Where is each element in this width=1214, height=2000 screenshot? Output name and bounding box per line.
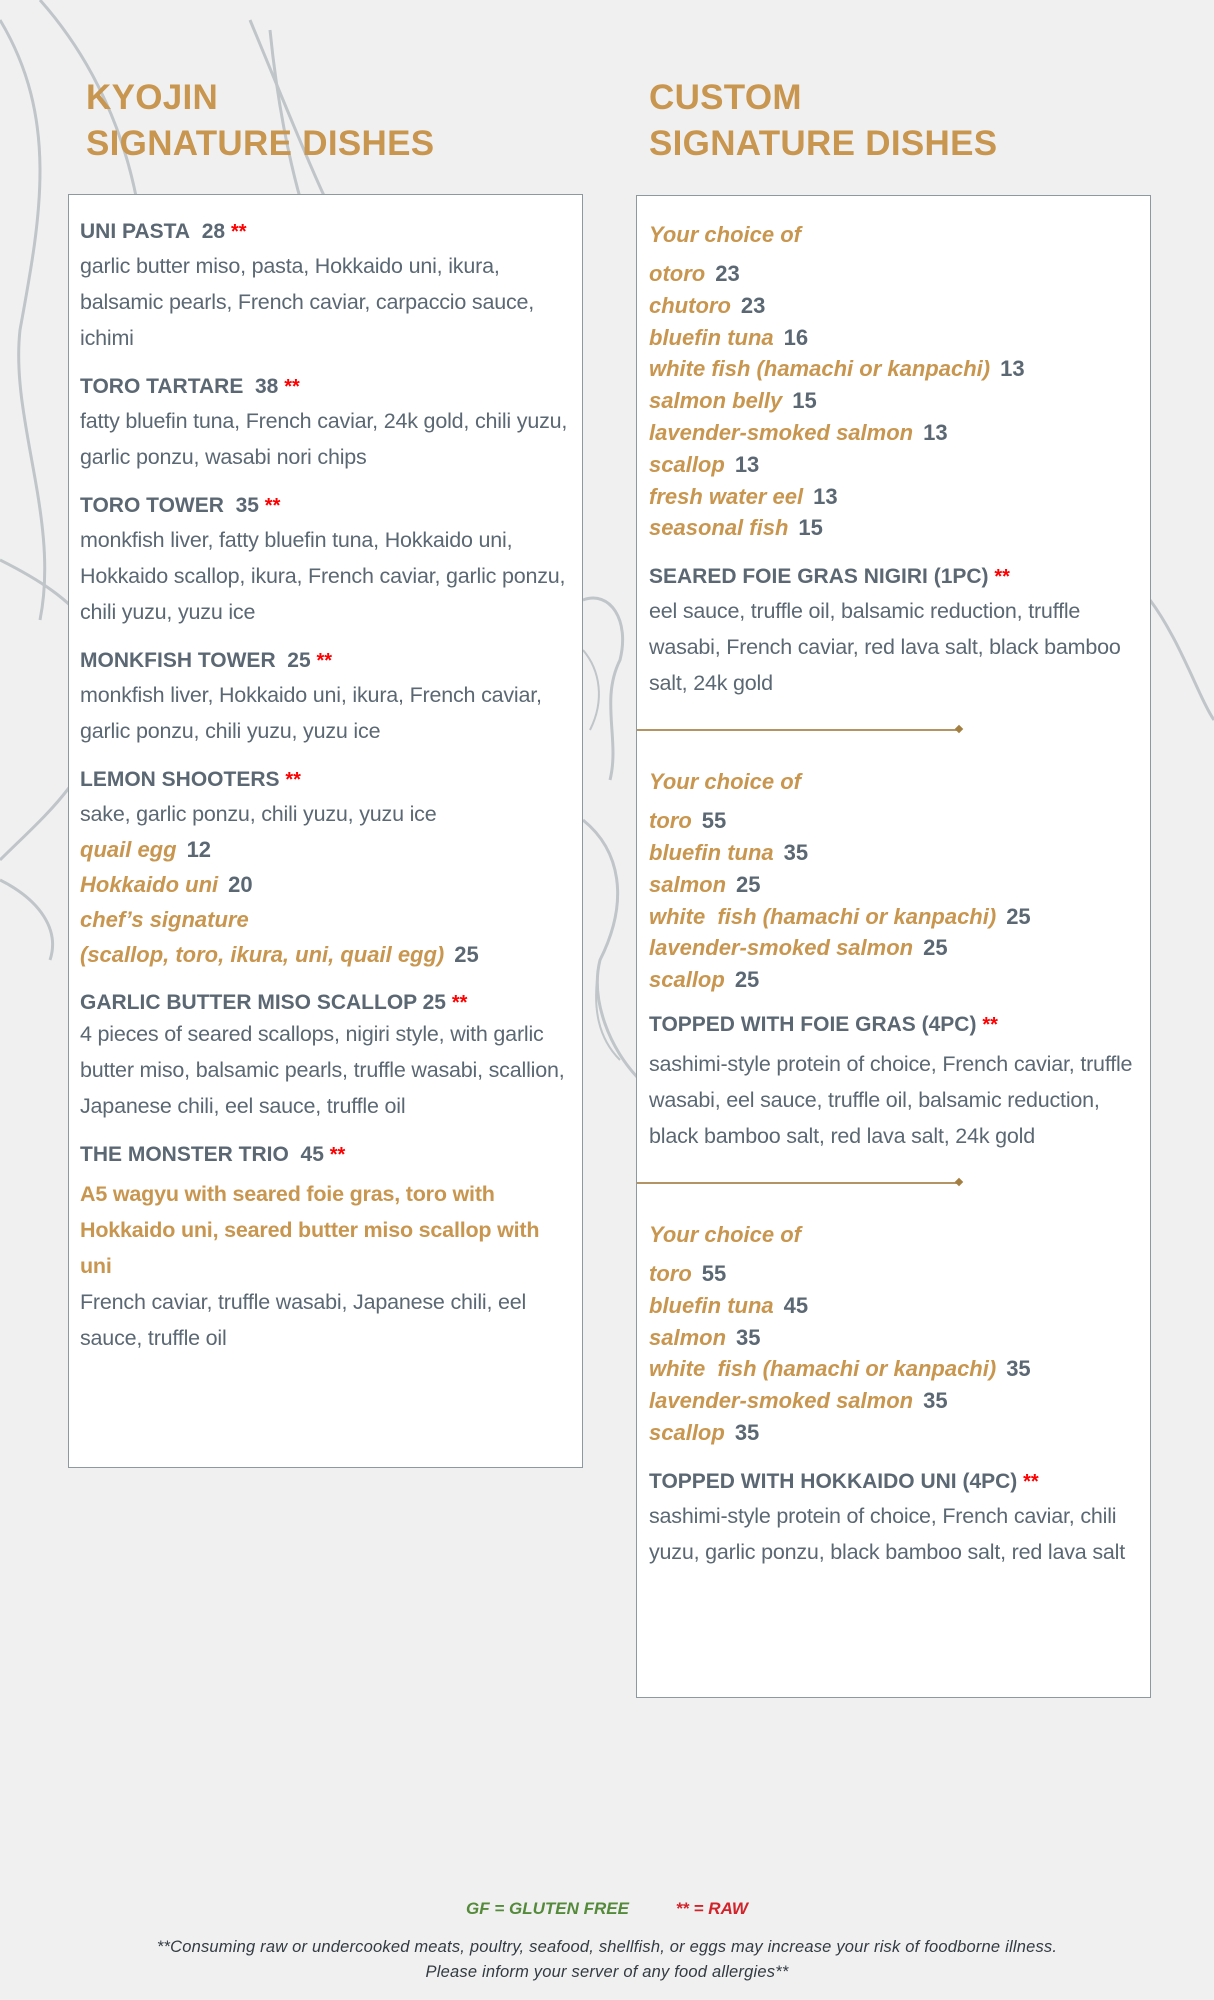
dish-description: monkfish liver, fatty bluefin tuna, Hokkaido uni, Hokkaido scallop, ikura, French caviar, garlic ponzu, chili yuzu, yuzu ice: [80, 528, 566, 624]
raw-marker: **: [316, 650, 333, 672]
choice-label: bluefin tuna: [649, 839, 774, 865]
dish-price: 45: [300, 1143, 324, 1166]
choice-label: lavender-smoked salmon: [649, 935, 914, 961]
dish-name: SEARED FOIE GRAS NIGIRI (1PC): [649, 565, 989, 589]
custom-dishes-panel: [636, 195, 1151, 1698]
dish-description: 4 pieces of seared scallops, nigiri style, with garlic butter miso, balsamic pearls, truffle wasabi, scallion, Japanese chili, eel sauce, truffle oil: [80, 1022, 565, 1118]
choice-label: otoro: [649, 261, 706, 286]
choice-price: 15: [792, 388, 817, 414]
dish-heading: [80, 219, 568, 245]
dish-heading: [80, 374, 568, 400]
choice-price: 15: [798, 515, 823, 541]
choice-label: chutoro: [649, 292, 731, 318]
raw-marker: **: [264, 495, 281, 517]
dish-price: 25: [287, 649, 311, 672]
choice-label: salmon belly: [649, 388, 783, 414]
dish-heading: [80, 1142, 568, 1168]
dish-monster-trio: [80, 1142, 568, 1356]
dish-name: TOPPED WITH FOIE GRAS (4PC): [649, 1012, 977, 1036]
choice-row: [649, 385, 1140, 417]
choice-price: 23: [740, 292, 766, 318]
choice-price: 55: [701, 1260, 727, 1286]
raw-marker: **: [451, 992, 468, 1014]
option-price: 25: [454, 942, 479, 967]
choice-price: 13: [923, 419, 948, 445]
disclaimer-line: Please inform your server of any food allergies**: [425, 1963, 789, 1981]
raw-marker: **: [994, 566, 1010, 589]
kyojin-dishes-panel: [68, 194, 583, 1468]
choice-label: seasonal fish: [649, 515, 789, 541]
choice-price: 35: [1006, 1356, 1031, 1382]
choice-row: [649, 964, 1140, 996]
choice-row: [649, 449, 1140, 481]
dish-lemon-shooters: [80, 767, 568, 972]
choice-label: salmon: [649, 1324, 727, 1350]
option-label: chef’s signature: [80, 907, 249, 932]
legend-raw: ** = RAW: [675, 1899, 748, 1918]
dish-description: fatty bluefin tuna, French caviar, 24k gold, chili yuzu, garlic ponzu, wasabi nori chips: [80, 409, 568, 469]
dish-heading: [80, 990, 568, 1016]
choice-price: 13: [734, 451, 760, 477]
legend: [0, 1899, 1214, 1919]
dish-price: 25: [422, 991, 446, 1014]
dish-name: LEMON SHOOTERS: [80, 768, 280, 791]
dish-uni-pasta: [80, 219, 568, 356]
custom-group-uni-topped: [649, 1220, 1140, 1570]
choice-label: toro: [649, 1260, 692, 1286]
title-line: SIGNATURE DISHES: [649, 124, 998, 163]
dish-description: sashimi-style protein of choice, French caviar, truffle wasabi, eel sauce, truffle oil, balsamic reduction, black bamboo salt, red lava salt, 24k gold: [649, 1051, 1133, 1148]
raw-marker: **: [329, 1144, 346, 1166]
choice-row: [649, 1322, 1140, 1354]
option-price: 12: [186, 837, 212, 862]
choice-row: [649, 290, 1140, 322]
raw-marker: **: [230, 221, 247, 243]
choice-label: scallop: [649, 967, 725, 993]
choice-row: [649, 322, 1140, 354]
dish-name: TOPPED WITH HOKKAIDO UNI (4PC): [649, 1469, 1018, 1493]
disclaimer-line: **Consuming raw or undercooked meats, poultry, seafood, shellfish, or eggs may increase your risk of foodborne illness.: [156, 1938, 1058, 1956]
dish-description: monkfish liver, Hokkaido uni, ikura, French caviar, garlic ponzu, chili yuzu, yuzu ice: [80, 683, 542, 743]
dish-description: sashimi-style protein of choice, French caviar, chili yuzu, garlic ponzu, black bamboo salt, red lava salt: [649, 1503, 1125, 1564]
choice-price: 35: [734, 1419, 760, 1445]
raw-marker: **: [284, 376, 300, 398]
choice-label: bluefin tuna: [649, 324, 774, 350]
choice-label: lavender-smoked salmon: [649, 1388, 914, 1414]
choice-row: [649, 258, 1140, 290]
legend-gluten-free: GF = GLUTEN FREE: [466, 1899, 629, 1918]
choice-row: [649, 1353, 1140, 1385]
dish-description: garlic butter miso, pasta, Hokkaido uni, ikura, balsamic pearls, French caviar, carpaccio sauce, ichimi: [80, 254, 535, 350]
choice-price: 55: [701, 808, 727, 834]
raw-marker: **: [982, 1013, 998, 1036]
dish-price: 38: [255, 375, 279, 398]
option-row: [80, 832, 568, 867]
raw-marker: **: [285, 769, 301, 791]
choice-row: [649, 805, 1140, 837]
choice-price: 25: [734, 967, 760, 993]
choice-price: 45: [783, 1292, 809, 1318]
choice-label: scallop: [649, 451, 725, 477]
choice-row: [649, 1417, 1140, 1449]
choice-row: [649, 417, 1140, 449]
option-label: (scallop, toro, ikura, uni, quail egg): [80, 942, 445, 967]
dish-name: TORO TOWER: [80, 494, 224, 517]
choice-price: 23: [715, 261, 740, 286]
dish-monkfish-tower: [80, 648, 568, 749]
choice-label: white fish (hamachi or kanpachi): [649, 356, 991, 382]
dish-heading: [80, 648, 568, 674]
choice-label: bluefin tuna: [649, 1292, 774, 1318]
choice-price: 13: [813, 483, 838, 509]
dish-name: GARLIC BUTTER MISO SCALLOP: [80, 991, 417, 1014]
kyojin-signature-title: [86, 75, 434, 167]
dish-name: TORO TARTARE: [80, 375, 244, 398]
dish-heading: [649, 1469, 1140, 1495]
section-divider: [637, 1182, 959, 1184]
choice-label: lavender-smoked salmon: [649, 419, 914, 445]
choice-heading: Your choice of: [649, 222, 801, 247]
choice-row: [649, 353, 1140, 385]
choice-row: [649, 1290, 1140, 1322]
choice-price: 13: [1000, 356, 1025, 382]
choice-label: scallop: [649, 1419, 725, 1445]
dish-price: 28: [201, 220, 226, 243]
choice-price: 25: [1006, 903, 1031, 929]
choice-row: [649, 1385, 1140, 1417]
choice-row: [649, 481, 1140, 513]
choice-label: salmon: [649, 871, 727, 897]
choice-row: [649, 512, 1140, 544]
dish-description: sake, garlic ponzu, chili yuzu, yuzu ice: [80, 802, 437, 826]
dish-description: eel sauce, truffle oil, balsamic reduction, truffle wasabi, French caviar, red lava salt, black bamboo salt, 24k gold: [649, 599, 1121, 696]
option-label: quail egg: [80, 837, 177, 862]
dish-garlic-butter-miso-scallop: [80, 990, 568, 1124]
food-safety-disclaimer: [0, 1935, 1214, 1985]
dish-heading: [649, 564, 1140, 590]
dish-heading: [80, 493, 568, 519]
dish-toro-tartare: [80, 374, 568, 475]
dish-price: 35: [235, 494, 259, 517]
choice-label: fresh water eel: [649, 483, 804, 509]
option-row: [80, 902, 568, 937]
choice-row: [649, 1258, 1140, 1290]
option-row: [80, 937, 568, 972]
choice-price: 35: [736, 1324, 761, 1350]
custom-group-foie-gras-topped: [649, 767, 1140, 1154]
section-divider: [637, 729, 959, 731]
title-line: KYOJIN: [86, 78, 219, 117]
choice-row: [649, 869, 1140, 901]
choice-price: 35: [923, 1388, 948, 1414]
custom-group-foie-gras-nigiri: [649, 220, 1140, 701]
choice-row: [649, 901, 1140, 933]
choice-heading: Your choice of: [649, 769, 801, 795]
choice-heading: Your choice of: [649, 1221, 801, 1247]
choice-price: 25: [736, 871, 761, 897]
choice-label: toro: [649, 808, 692, 834]
title-line: SIGNATURE DISHES: [86, 124, 435, 163]
choice-row: [649, 837, 1140, 869]
title-line: CUSTOM: [649, 78, 802, 117]
dish-name: UNI PASTA: [80, 220, 191, 243]
choice-price: 25: [923, 935, 948, 961]
choice-row: [649, 932, 1140, 964]
dish-heading: [649, 1012, 1140, 1038]
dish-description: French caviar, truffle wasabi, Japanese chili, eel sauce, truffle oil: [80, 1290, 527, 1350]
dish-highlight: A5 wagyu with seared foie gras, toro with Hokkaido uni, seared butter miso scallop with uni: [80, 1182, 540, 1278]
dish-toro-tower: [80, 493, 568, 630]
option-row: [80, 867, 568, 902]
dish-name: THE MONSTER TRIO: [80, 1143, 289, 1166]
choice-label: white fish (hamachi or kanpachi): [649, 903, 997, 929]
raw-marker: **: [1023, 1470, 1039, 1493]
choice-price: 35: [783, 839, 809, 865]
dish-heading: [80, 767, 568, 793]
option-price: 20: [228, 872, 253, 897]
dish-name: MONKFISH TOWER: [80, 649, 276, 672]
choice-label: white fish (hamachi or kanpachi): [649, 1356, 997, 1382]
option-label: Hokkaido uni: [80, 872, 219, 897]
choice-price: 16: [783, 324, 809, 350]
custom-signature-title: [649, 75, 997, 167]
